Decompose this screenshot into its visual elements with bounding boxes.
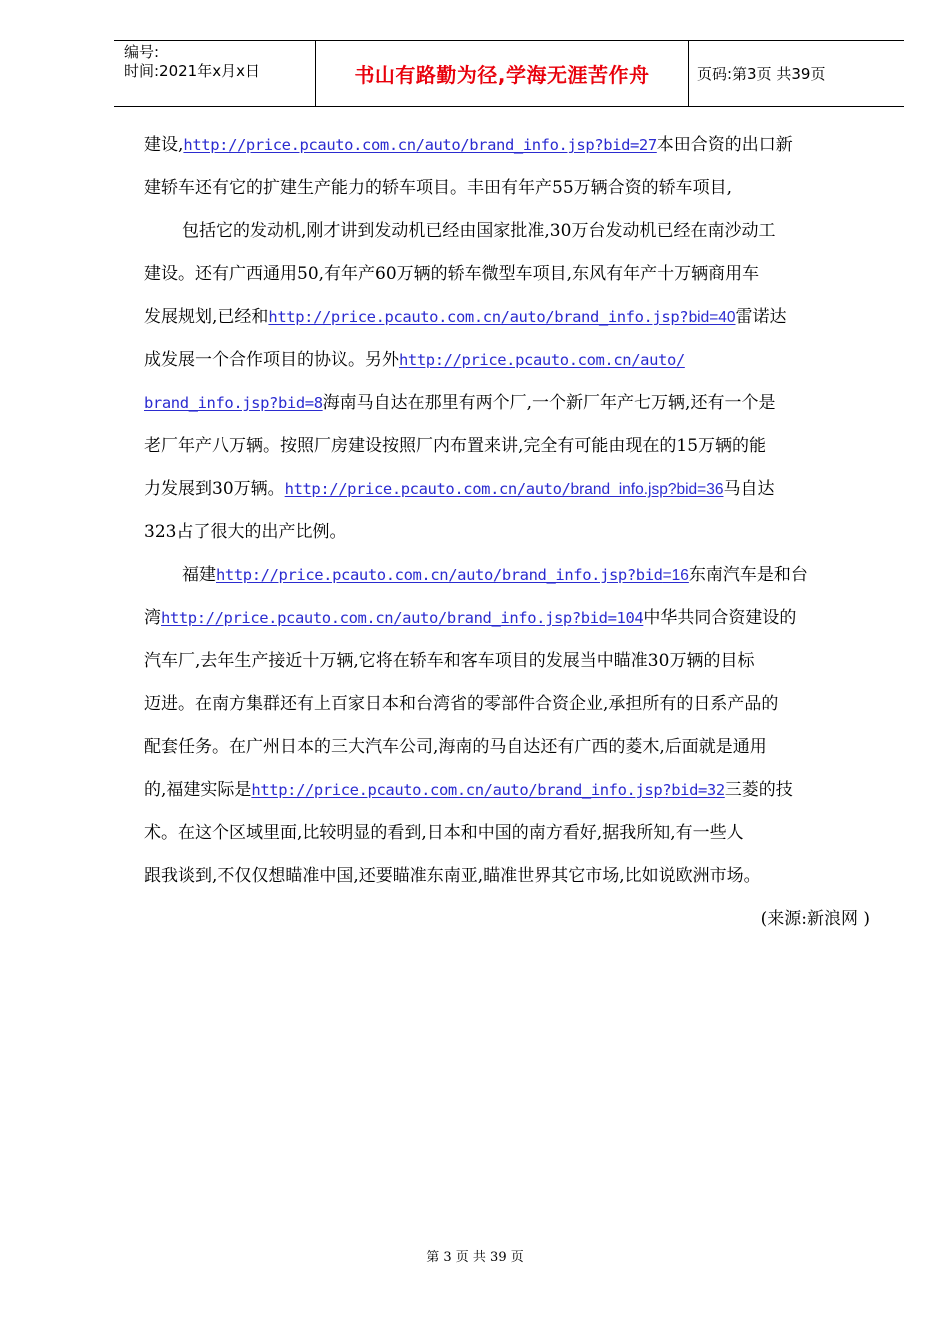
text-line (144, 554, 884, 597)
brand-link-36[interactable] (285, 480, 724, 498)
text-line: 老厂年产八万辆。按照厂房建设按照厂内布置来讲,完全有可能由现在的15万辆的能 (144, 436, 767, 456)
text-line: 323占了很大的出产比例。 (144, 522, 347, 542)
text-run: 成发展一个合作项目的协议。另外 (144, 350, 399, 370)
text-line (144, 124, 884, 167)
text-run: 湾 (144, 608, 161, 628)
text-line (144, 296, 884, 339)
text-run: 福建 (182, 565, 216, 585)
brand-link-16[interactable] (216, 566, 689, 584)
brand-link-8-part1[interactable]: http://price.pcauto.com.cn/auto/ (399, 351, 685, 369)
text-line: 跟我谈到,不仅仅想瞄准中国,还要瞄准东南亚,瞄准世界其它市场,比如说欧洲市场。 (144, 866, 761, 886)
text-run: 发展规划,已经和 (144, 307, 269, 327)
text-line: 包括它的发动机,刚才讲到发动机已经由国家批准,30万台发动机已经在南沙动工 (182, 221, 776, 241)
number-label: 编号: (124, 43, 160, 61)
link-part: id=40 (697, 309, 736, 326)
link-part: http://price.pcauto.com.cn/auto/brand_info.jsp?bid (216, 566, 663, 584)
text-line: 术。在这个区域里面,比较明显的看到,日本和中国的南方看好,据我所知,有一些人 (144, 823, 744, 843)
brand-link-32[interactable]: http://price.pcauto.com.cn/auto/brand_info.jsp?bid=32 (251, 781, 725, 799)
motto: 书山有路勤为径,学海无涯苦作舟 (354, 63, 650, 87)
header-meta (114, 41, 316, 106)
brand-link-40[interactable] (268, 308, 735, 326)
link-part: =16 (662, 567, 689, 584)
article-body (144, 124, 884, 941)
header-page-info (689, 41, 904, 106)
text-line: 建设。还有广西通用50,有年产60万辆的轿车微型车项目,东风有年产十万辆商用车 (144, 264, 760, 284)
text-run: 三菱的技 (724, 780, 793, 800)
text-run: 本田合资的出口新 (656, 135, 793, 155)
text-line (144, 769, 884, 812)
text-line: 迈进。在南方集群还有上百家日本和台湾省的零部件合资企业,承担所有的日系产品的 (144, 694, 779, 714)
text-line: 汽车厂,去年生产接近十万辆,它将在轿车和客车项目的发展当中瞄准30万辆的目标 (144, 651, 755, 671)
text-line: 配套任务。在广州日本的三大汽车公司,海南的马自达还有广西的菱木,后面就是通用 (144, 737, 767, 757)
text-run: 的,福建实际是 (144, 780, 252, 800)
text-line (144, 597, 884, 640)
text-line: 建轿车还有它的扩建生产能力的轿车项目。丰田有年产55万辆合资的轿车项目, (144, 178, 733, 198)
page-info: 页码:第3页 共39页 (697, 65, 826, 83)
brand-link-27[interactable]: http://price.pcauto.com.cn/auto/brand_info.jsp?bid=27 (183, 136, 657, 154)
brand-link-8-part2[interactable]: brand_info.jsp?bid=8 (144, 394, 323, 412)
text-run: 雷诺达 (735, 307, 787, 327)
source-attribution: (来源:新浪网 ) (760, 909, 870, 929)
text-run: 中华共同合资建设的 (643, 608, 797, 628)
text-run: 建设, (144, 135, 184, 155)
link-part: http://price.pcauto.com.cn/auto/ (284, 480, 571, 498)
time-label: 时间:2021年x月x日 (124, 62, 260, 80)
link-part: brand_info.jsp?bid=36 (570, 481, 724, 498)
text-line (144, 468, 884, 511)
text-run: 海南马自达在那里有两个厂,一个新厂年产七万辆,还有一个是 (322, 393, 776, 413)
text-line (144, 382, 884, 425)
text-run: 东南汽车是和台 (688, 565, 808, 585)
header-motto-cell (316, 41, 689, 106)
text-run: 马自达 (723, 479, 775, 499)
page-header (114, 40, 904, 107)
footer-page-number: 第 3 页 共 39 页 (426, 1250, 524, 1265)
text-run: 力发展到30万辆。 (144, 479, 285, 499)
brand-link-104[interactable]: http://price.pcauto.com.cn/auto/brand_info.jsp?bid=104 (161, 609, 644, 627)
text-line (144, 339, 884, 382)
page-footer (0, 1246, 950, 1265)
link-part: http://price.pcauto.com.cn/auto/brand_info.jsp?b (268, 308, 698, 326)
